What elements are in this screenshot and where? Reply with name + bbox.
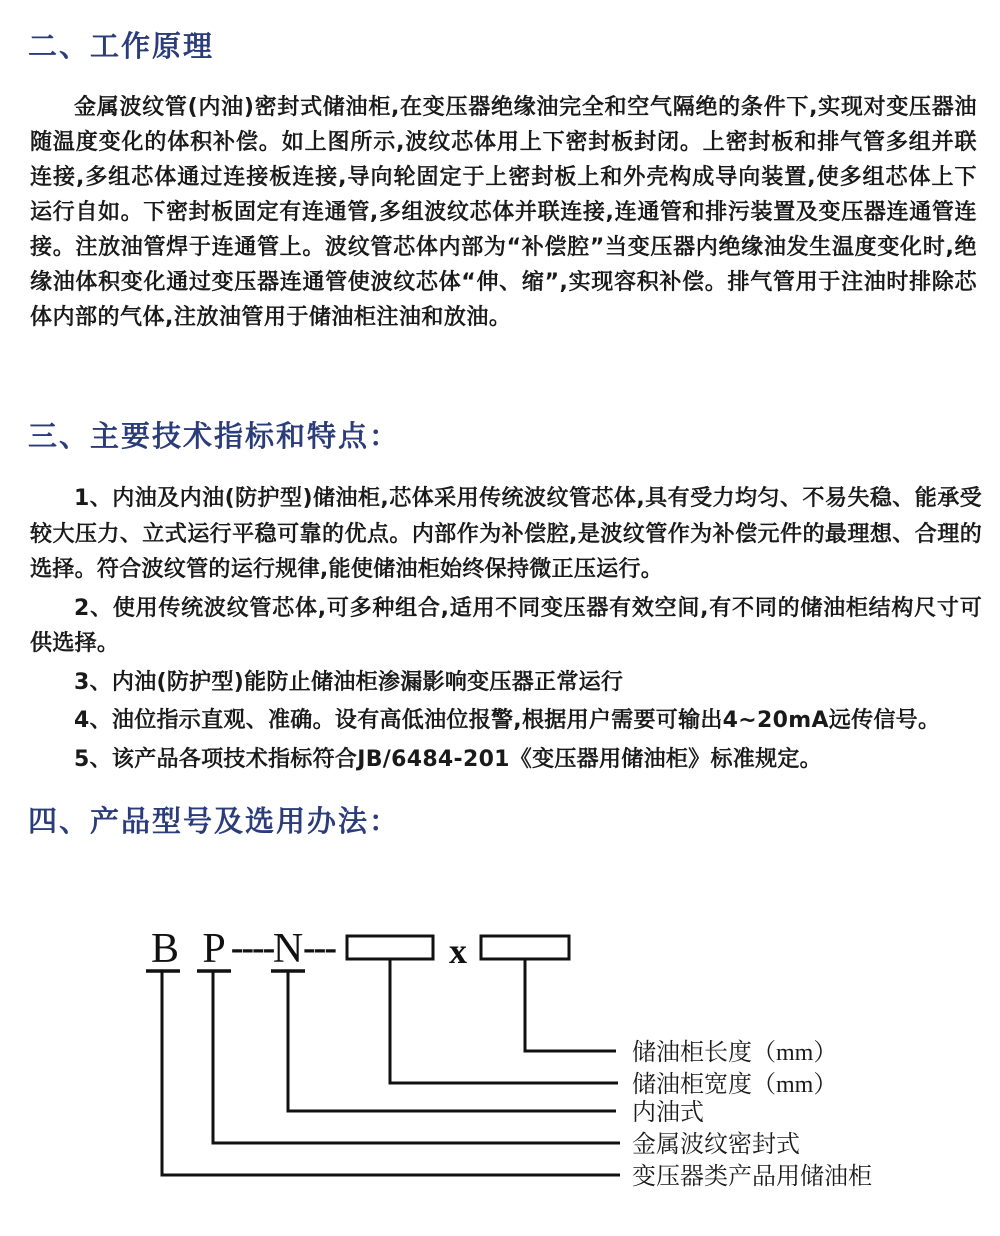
model-code-diagram — [0, 922, 1000, 1236]
technical-specs-list — [30, 481, 982, 777]
spec-item-3: 3、内油(防护型)能防止储油柜渗漏影响变压器正常运行 — [74, 669, 624, 695]
spec-item-4: 4、油位指示直观、准确。设有高低油位报警,根据用户需要可输出4~20mA远传信号。 — [74, 708, 941, 733]
section-heading-technical-specs: 三、主要技术指标和特点： — [28, 419, 401, 453]
diagram-label-width: 储油柜宽度（mm） — [632, 1072, 838, 1098]
model-code-dashes-right: --- — [303, 927, 335, 969]
diagram-label-length: 储油柜长度（mm） — [632, 1040, 838, 1066]
model-code-box-width — [347, 936, 433, 959]
model-code-box-length — [481, 936, 569, 959]
section-heading-product-model: 四、产品型号及选用办法： — [28, 804, 401, 838]
section-heading-working-principle: 二、工作原理 — [28, 29, 215, 63]
model-code-letter-n: N — [272, 926, 304, 972]
connector-line-inner-oil — [288, 971, 616, 1111]
model-code-times: x — [449, 931, 467, 971]
working-principle-paragraph: 金属波纹管(内油)密封式储油柜,在变压器绝缘油完全和空气隔绝的条件下,实现对变压器油随温度变化的体积补偿。如上图所示,波纹芯体用上下密封板封闭。上密封板和排气管多组并联连接,多组芯体通过连接板连接,导向轮固定于上密封板上和外壳构成导向装置,使多组芯体上下运行自如。下密封板固定有连通管,多组波纹芯体并联连接,连通管和排污装置及变压器连通管连接。注放油管焊于连通管上。波纹管芯体内部为“补偿腔”当变压器内绝缘油发生温度变化时,绝缘油体积变化通过变压器连通管使波纹芯体“伸、缩”,实现容积补偿。排气管用于注油时排除芯体内部的气体,注放油管用于储油柜注油和放油。 — [30, 95, 977, 330]
diagram-label-bellows-sealed: 金属波纹密封式 — [632, 1132, 800, 1158]
connector-line-bellows-sealed — [213, 971, 620, 1143]
model-code-letter-b: B — [150, 926, 180, 972]
diagram-label-inner-oil: 内油式 — [632, 1100, 704, 1126]
spec-item-2: 2、使用传统波纹管芯体,可多种组合,适用不同变压器有效空间,有不同的储油柜结构尺寸可供选择。 — [30, 595, 982, 656]
spec-item-1: 1、内油及内油(防护型)储油柜,芯体采用传统波纹管芯体,具有受力均匀、不易失稳、能承受较大压力、立式运行平稳可靠的优点。内部作为补偿腔,是波纹管作为补偿元件的最理想、合理的选择。符合波纹管的运行规律,能使储油柜始终保持微正压运行。 — [30, 486, 982, 582]
connector-line-width — [390, 959, 618, 1083]
model-code-dashes-left: ---- — [230, 927, 274, 969]
spec-item-5: 5、该产品各项技术指标符合JB/6484-201《变压器用储油柜》标准规定。 — [74, 746, 822, 772]
connector-line-length — [525, 959, 616, 1051]
model-code-letter-p: P — [202, 926, 226, 972]
diagram-label-transformer-conservator: 变压器类产品用储油柜 — [632, 1164, 872, 1190]
